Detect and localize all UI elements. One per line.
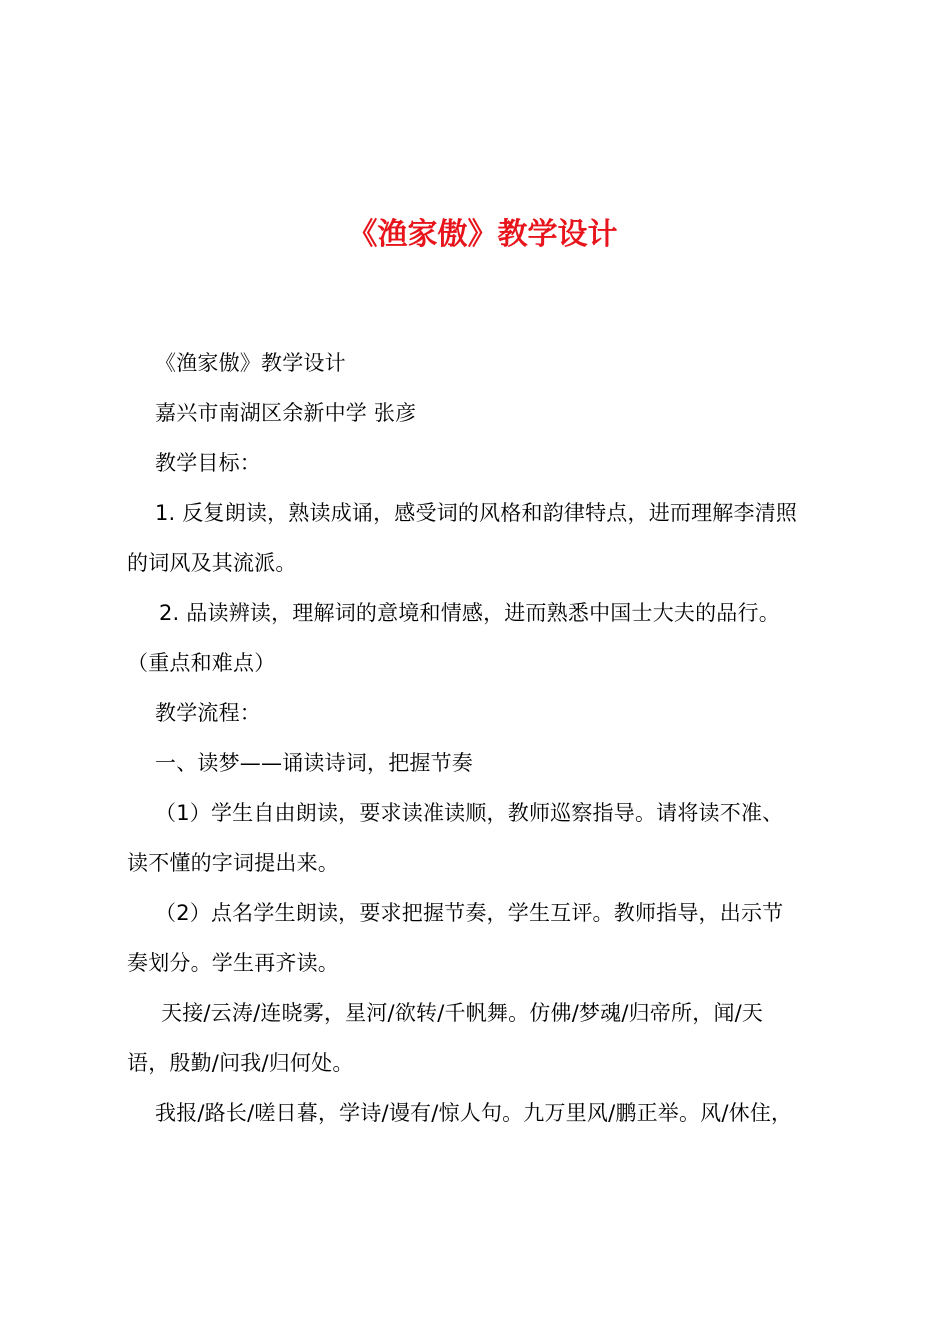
step-1-line-2: 读不懂的字词提出来。 bbox=[127, 851, 339, 875]
poem-line-2: 语，殷勤/问我/归何处。 bbox=[127, 1051, 354, 1075]
author-line: 嘉兴市南湖区余新中学 张彦 bbox=[155, 401, 417, 425]
step-one-heading: 一、读梦——诵读诗词，把握节奏 bbox=[155, 751, 473, 775]
goal-2-line-1: 2. 品读辨读，理解词的意境和情感，进而熟悉中国士大夫的品行。 bbox=[159, 601, 780, 625]
step-2-line-1: （2）点名学生朗读，要求把握节奏，学生互评。教师指导，出示节 bbox=[155, 901, 784, 925]
step-1-line-1: （1）学生自由朗读，要求读准读顺，教师巡察指导。请将读不准、 bbox=[155, 801, 784, 825]
document-title: 《渔家傲》教学设计 bbox=[347, 217, 618, 252]
subtitle-line: 《渔家傲》教学设计 bbox=[155, 351, 346, 375]
step-2-line-2: 奏划分。学生再齐读。 bbox=[127, 951, 339, 975]
goal-2-line-2: （重点和难点） bbox=[127, 651, 276, 675]
goal-1-line-2: 的词风及其流派。 bbox=[127, 551, 297, 575]
section-heading-process: 教学流程： bbox=[155, 701, 261, 725]
section-heading-goals: 教学目标： bbox=[155, 451, 261, 475]
poem-line-1: 天接/云涛/连晓雾，星河/欲转/千帆舞。仿佛/梦魂/归帝所，闻/天 bbox=[161, 1001, 764, 1025]
goal-1-line-1: 1. 反复朗读，熟读成诵，感受词的风格和韵律特点，进而理解李清照 bbox=[155, 501, 798, 525]
poem-line-3: 我报/路长/嗟日暮，学诗/谩有/惊人句。九万里风/鹏正举。风/休住， bbox=[155, 1101, 793, 1125]
